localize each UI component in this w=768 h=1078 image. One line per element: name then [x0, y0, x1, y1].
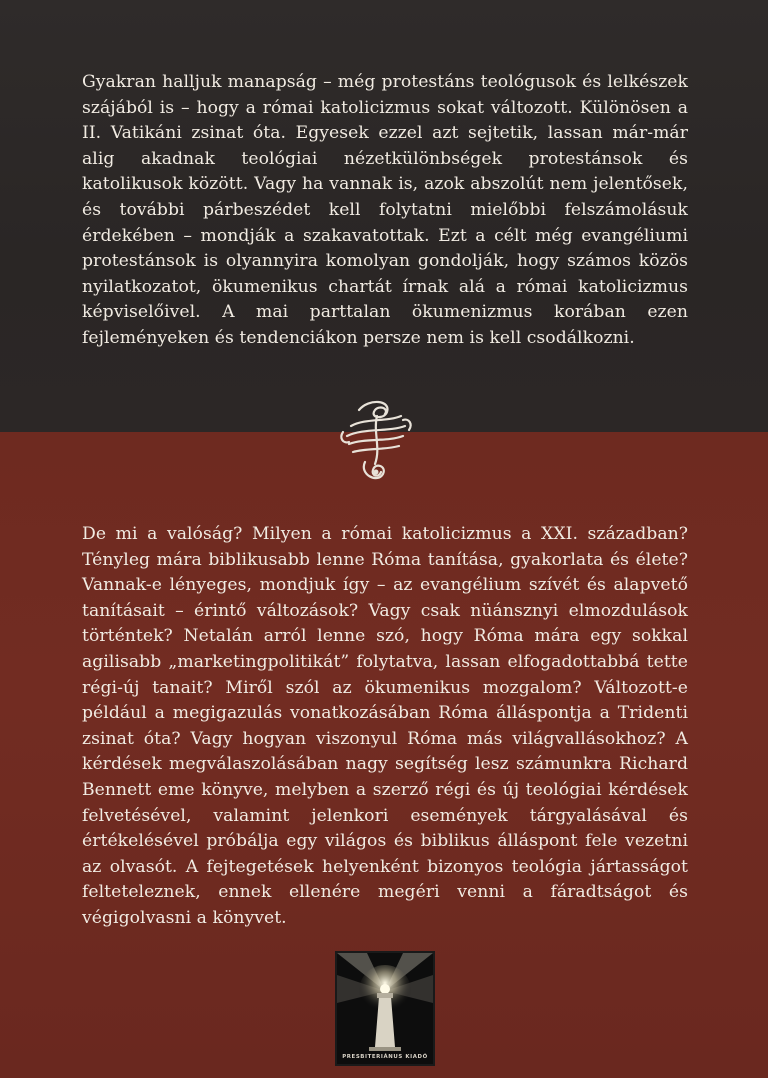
- lighthouse-logo-icon: [337, 953, 433, 1064]
- top-paragraph: Gyakran halljuk manapság – még protestáns teológusok és lelkészek szájából is – hogy a római katolicizmus sokat változott. Különösen a II. Vatikáni zsinat óta. Egyesek ezzel azt sejtetik, lassan már-már alig akadnak teológiai nézetkülönbségek protestánsok és katolikusok között. Vagy ha vannak is, azok abszolút nem jelentősek, és további párbeszédet kell folytatni mielőbbi felszámolásuk érdekében – mondják a szakavatottak. Ezt a célt még evangéliumi protestánsok is olyannyira komolyan gondolják, hogy számos közös nyilatkozatot, ökumenikus chartát írnak alá a római katolicizmus képviselőivel. A mai parttalan ökumenizmus korában ezen fejleményeken és tendenciákon persze nem is kell csodálkozni.: [82, 72, 688, 348]
- flourish-ornament-icon: [329, 392, 423, 488]
- bottom-paragraph: De mi a valóság? Milyen a római katolicizmus a XXI. században? Tényleg mára biblikusabb lenne Róma tanítása, gyakorlata és élete? Vannak-e lényeges, mondjuk így – az evangélium szívét és alapvető tanításait – érintő változások? Vagy csak nüánsznyi elmozdulások történtek? Netalán arról lenne szó, hogy Róma mára egy sokkal agilisabb „marketingpolitikát” folytatva, lassan elfogadottabbá tette régi-új tanait? Miről szól az ökumenikus mozgalom? Változott-e például a megigazulás vonatkozásában Róma álláspontja a Tridenti zsinat óta? Vagy hogyan viszonyul Róma más világvallásokhoz? A kérdések megválaszolásában nagy segítség lesz számunkra Richard Bennett eme könyve, melyben a szerző régi és új teológiai kérdések felvetésével, valamint jelenkori események tárgyalásával és értékelésével próbálja egy világos és biblikus álláspont fele vezetni az olvasót. A fejtegetések helyenként bizonyos teológia jártasságot felteteleznek, ennek ellenére megéri venni a fáradtságot és végigolvasni a könyvet.: [82, 524, 688, 928]
- publisher-name: PRESBITERIÁNUS KIADÓ: [342, 1054, 428, 1060]
- publisher-logo: [335, 951, 435, 1066]
